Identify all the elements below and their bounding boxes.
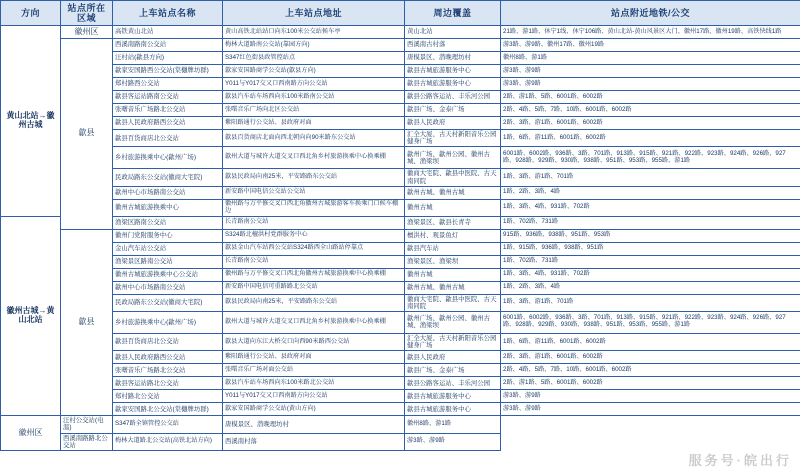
stop-address-cell: 紫阳路通行公交站、县政府对面 xyxy=(223,351,405,364)
nearby-transit-cell: 1路、702路、731路 xyxy=(501,255,800,268)
nearby-transit-cell: 游3路、游9路、徽州17路、徽州19路 xyxy=(501,39,800,52)
stop-name-cell: 歙家安国路北公交站(棠樾牌坊群) xyxy=(113,403,223,416)
table-row xyxy=(1,364,800,377)
table-row xyxy=(1,39,800,52)
nearby-transit-cell: 6001路、6002路、936路、3路、701路、913路、915路、921路、922路、923路、924路、926路、927路、928路、929路、930路、938路、951路、953路、955路、游1路 xyxy=(501,147,800,169)
table-row xyxy=(1,333,800,350)
around-coverage-cell: 徽商大宅院、歙县中医院、古天南同院 xyxy=(405,294,501,311)
table-row xyxy=(1,91,800,104)
stop-address-cell: 歙家安国路商学公交站(黄山方向) xyxy=(223,403,405,416)
nearby-transit-cell: 21路、游1路、休宁1线、休宁106路、黄山北站-黄山风景区大门、徽州17路、徽州19路、高铁快线1路 xyxy=(501,26,800,39)
nearby-transit-cell: 915路、936路、938路、951路、953路 xyxy=(501,229,800,242)
stop-address-cell: 新安路中国电信公交站公交站 xyxy=(223,186,405,199)
stop-address-cell: 歙县大道向东江大桥交口向西90米路西公交站 xyxy=(223,333,405,350)
nearby-transit-cell: 2路、3路、游1路、6001路、6002路 xyxy=(501,117,800,130)
table-row xyxy=(1,229,800,242)
stop-name-cell: 歙县百货商店北公交站 xyxy=(113,130,223,147)
table-row xyxy=(1,130,800,147)
stop-address-cell: 长青路南公交站 xyxy=(223,255,405,268)
nearby-transit-cell: 游3路、游9路 xyxy=(501,403,800,416)
nearby-transit-cell: 游3路、游9路 xyxy=(501,65,800,78)
area-cell: 歙县 xyxy=(61,39,113,230)
around-coverage-cell: 歙县古城旅游服务中心 xyxy=(405,65,501,78)
around-coverage-cell: 歙县人民政府 xyxy=(405,117,501,130)
stop-name-cell: 乡村旅游换乘中心(歙州广场) xyxy=(113,311,223,333)
stop-address-cell: 歙州大道与城许大道交叉口西北角乡村旅游换乘中心换乘棚 xyxy=(223,311,405,333)
stop-name-cell: 徽州古城旅游换乘中心 xyxy=(113,199,223,216)
around-coverage-cell: 歙县广场、金泰广场 xyxy=(405,104,501,117)
area-cell: 歙县 xyxy=(61,229,113,416)
nearby-transit-cell: 1路、3路、4路、931路、702路 xyxy=(501,268,800,281)
around-coverage-cell: 歙县古城旅游服务中心 xyxy=(405,78,501,91)
stop-address-cell: 歙州大道与城许大道交叉口西北角乡村旅游换乘中心换乘棚 xyxy=(223,147,405,169)
stop-name-cell: 汪村公交站(电温) xyxy=(61,416,113,433)
stop-address-cell: 紫阳路通行公交站、县政府对面 xyxy=(223,117,405,130)
nearby-transit-cell: 1路、2路、3路、4路 xyxy=(501,186,800,199)
table-row xyxy=(1,104,800,117)
stop-address-cell: 徽州路与万平修交叉口西北角徽州古城旅游客车换乘门口候车棚边 xyxy=(223,199,405,216)
nearby-transit-cell: 2路、4路、5路、7路、10路、6001路、6002路 xyxy=(501,104,800,117)
table-row xyxy=(1,294,800,311)
header-area: 站点所在区域 xyxy=(61,1,113,26)
stop-address-cell: 黄山高铁北站站口向东100米公交站候车亭 xyxy=(223,26,405,39)
nearby-transit-cell: 1路、3路、游1路、701路 xyxy=(501,294,800,311)
stop-address-cell: 张曙音乐广场向北区公交站 xyxy=(223,104,405,117)
around-coverage-cell: 渔梁景区、歙县长青寺 xyxy=(405,216,501,229)
table-row xyxy=(1,26,800,39)
stop-name-cell: 歙州中心市场路南公交站 xyxy=(113,281,223,294)
nearby-transit-cell: 1路、6路、游11路、6001路、6002路 xyxy=(501,130,800,147)
around-coverage-cell: 歙县古城旅游服务中心 xyxy=(405,390,501,403)
nearby-transit-cell: 1路、3路、游1路、701路 xyxy=(501,169,800,186)
table-body xyxy=(1,26,800,451)
nearby-transit-cell: 徽州8路、游1路 xyxy=(405,416,501,433)
stop-address-cell: 长青路南公交站 xyxy=(223,216,405,229)
stop-name-cell: 歙县客运站路南公交站 xyxy=(113,91,223,104)
stop-name-cell: 高铁黄山北站 xyxy=(113,26,223,39)
stop-name-cell: 渔梁景区路南公交站 xyxy=(113,255,223,268)
watermark: 服务号·皖出行 xyxy=(688,453,792,468)
table-row xyxy=(1,281,800,294)
table-row xyxy=(1,255,800,268)
stop-address-cell: 梅林大道路南公交站(靠园方向) xyxy=(223,39,405,52)
around-coverage-cell: 西溪南古村落 xyxy=(405,39,501,52)
around-coverage-cell: 唐模景区、潜晚理坊村 xyxy=(405,52,501,65)
nearby-transit-cell: 游3路、游9路 xyxy=(501,78,800,91)
header-around: 周边覆盖 xyxy=(405,1,501,26)
table-row xyxy=(1,377,800,390)
table-row xyxy=(1,390,800,403)
table-row xyxy=(1,403,800,416)
table-row xyxy=(1,351,800,364)
stop-address-cell: 歙县民政局向南25米，平安路路东公交站 xyxy=(223,169,405,186)
stop-address-cell: 歙县民政局向南25米，平安路路东公交站 xyxy=(223,294,405,311)
stop-name-cell: 歙县人民政府路西公交站 xyxy=(113,351,223,364)
around-coverage-cell: 歙县古城旅游服务中心 xyxy=(405,403,501,416)
nearby-transit-cell: 2路、3路、游1路、6001路、6002路 xyxy=(501,351,800,364)
stop-address-cell: 新安路中国电信可重路路北公交站 xyxy=(223,281,405,294)
stop-name-cell: 徽州古城旅游换乘中心公交站 xyxy=(113,268,223,281)
stop-name-cell: 张曙音乐广场路北公交站 xyxy=(113,104,223,117)
table-row xyxy=(1,216,800,229)
nearby-transit-cell: 游3路、游9路 xyxy=(501,390,800,403)
nearby-transit-cell: 6001路、6002路、936路、3路、701路、913路、915路、921路、922路、923路、924路、926路、927路、928路、929路、930路、938路、951路、953路、955路、游1路 xyxy=(501,311,800,333)
stop-name-cell: 郑村路西公交站 xyxy=(113,78,223,91)
stop-address-cell: Y011与Y017交又口西南路方向公交站 xyxy=(223,390,405,403)
header-stop-name: 上车站点名称 xyxy=(113,1,223,26)
area-cell: 徽州区 xyxy=(1,416,61,451)
stop-address-cell: 歙县百货商店北面向西北朝向向90米路东公交站 xyxy=(223,130,405,147)
stop-name-cell: 歙州中心市场路南公交站 xyxy=(113,186,223,199)
nearby-transit-cell: 2路、游1路、5路、6001路、6002路 xyxy=(501,91,800,104)
table-row xyxy=(1,311,800,333)
stop-address-cell: 歙县汽车站车场西向东100米路南公交站 xyxy=(223,91,405,104)
around-coverage-cell: 徽商大宅院、歙县中医院、古天南同院 xyxy=(405,169,501,186)
around-coverage-cell: 歙县人民政府 xyxy=(405,351,501,364)
stop-address-cell: 梅林大道路北公交站(高铁北站方向) xyxy=(113,433,223,450)
around-coverage-cell: 歙州广场、歙州公园、徽州古城、渔梁坝 xyxy=(405,147,501,169)
stop-name-cell: 西溪南路南公交站 xyxy=(113,39,223,52)
stop-name-cell: 民政局路东公交站(徽商大宅院) xyxy=(113,294,223,311)
around-coverage-cell: 歙州广场、歙州公园、徽州古城、渔梁坝 xyxy=(405,311,501,333)
around-coverage-cell: 歙县公路客运站、丰乐河公园 xyxy=(405,91,501,104)
nearby-transit-cell: 1路、3路、4路、931路、702路 xyxy=(501,199,800,216)
table-row xyxy=(1,186,800,199)
stop-name-cell: 郑村路北公交站 xyxy=(113,390,223,403)
around-coverage-cell: 檀洪村、观景鱼灯 xyxy=(405,229,501,242)
table-row xyxy=(1,147,800,169)
stop-address-cell: 歙县汽车站车场西向东100米路北公交站 xyxy=(223,377,405,390)
stop-name-cell: 张曙音乐广场路北公交站 xyxy=(113,364,223,377)
table-row xyxy=(1,52,800,65)
around-coverage-cell: 汇全大厦、古天村新阳音乐公园健身广场 xyxy=(405,130,501,147)
around-coverage-cell: 黄山北站 xyxy=(405,26,501,39)
nearby-transit-cell: 游3路、游9路 xyxy=(405,433,501,450)
nearby-transit-cell: 2路、游1路、5路、6001路、6002路 xyxy=(501,377,800,390)
stop-name-cell: 乡村旅游换乘中心(歙州广场) xyxy=(113,147,223,169)
nearby-transit-cell: 徽州8路、游1路 xyxy=(501,52,800,65)
table-row xyxy=(1,268,800,281)
stop-name-cell: 歙县百货商店北公交站 xyxy=(113,333,223,350)
table-row xyxy=(1,169,800,186)
nearby-transit-cell: 1路、702路、731路 xyxy=(501,216,800,229)
around-coverage-cell: 徽州古城 xyxy=(405,199,501,216)
stop-address-cell: 歙家安国路商学公交站(歙县方向) xyxy=(223,65,405,78)
around-coverage-cell: 西溪南村落 xyxy=(223,433,405,450)
table-row xyxy=(1,117,800,130)
nearby-transit-cell: 2路、4路、5路、7路、10路、6001路、6002路 xyxy=(501,364,800,377)
table-row xyxy=(1,242,800,255)
table-row xyxy=(1,199,800,216)
stop-name-cell: 金山汽车站公交站 xyxy=(113,242,223,255)
around-coverage-cell: 歙县公路客运站、丰乐河公园 xyxy=(405,377,501,390)
stop-name-cell: 民政局路东公交站(徽商大宅院) xyxy=(113,169,223,186)
stop-address-cell: 徽州路与万平修交叉口西北角徽州古城旅游换乘中心换乘棚 xyxy=(223,268,405,281)
header-nearby-transit: 站点附近地铁/公交 xyxy=(501,1,800,26)
stop-address-cell: S347红色街县政管控站点 xyxy=(223,52,405,65)
nearby-transit-cell: 1路、2路、3路、4路 xyxy=(501,281,800,294)
stop-name-cell: 徽州门党附服务中心 xyxy=(113,229,223,242)
stop-name-cell: 汪村站(歙县方向) xyxy=(113,52,223,65)
header-direction: 方向 xyxy=(1,1,61,26)
around-coverage-cell: 歙县汽车站 xyxy=(405,242,501,255)
stop-address-cell: 歙县金山汽车站西公交站S324路西全山路站停靠点 xyxy=(223,242,405,255)
direction-cell: 徽州古城→黄山北站 xyxy=(1,216,61,416)
area-cell: 徽州区 xyxy=(61,26,113,39)
around-coverage-cell: 歙县广场、金泰广场 xyxy=(405,364,501,377)
table-row xyxy=(1,65,800,78)
stop-name-cell: 渔梁区路南公交站 xyxy=(113,216,223,229)
around-coverage-cell: 唐模景区、潜晚理坊村 xyxy=(223,416,405,433)
table-header-row xyxy=(1,1,800,26)
nearby-transit-cell: 1路、6路、游11路、6001路、6002路 xyxy=(501,333,800,350)
header-stop-address: 上车站点地址 xyxy=(223,1,405,26)
table-row xyxy=(1,433,800,450)
stop-name-cell: 歙县人民政府路西公交站 xyxy=(113,117,223,130)
stop-name-cell: 歙家安国路西公交站(棠樾牌坊群) xyxy=(113,65,223,78)
table-row xyxy=(1,78,800,91)
around-coverage-cell: 徽州古城 xyxy=(405,268,501,281)
nearby-transit-cell: 1路、915路、936路、938路、951路 xyxy=(501,242,800,255)
stop-address-cell: S347路全镇管控公交站 xyxy=(113,416,223,433)
around-coverage-cell: 歙州古城、徽州古城 xyxy=(405,186,501,199)
stop-address-cell: 张曙音乐广场对面公交站 xyxy=(223,364,405,377)
stop-name-cell: 西溪南路路北公交站 xyxy=(61,433,113,450)
stop-address-cell: S324路北檀洪村党群服务中心 xyxy=(223,229,405,242)
around-coverage-cell: 渔梁景区、渔梁坝 xyxy=(405,255,501,268)
stop-name-cell: 歙县客运站路北公交站 xyxy=(113,377,223,390)
stop-address-cell: Y011与Y017交又口西南路方向公交站 xyxy=(223,78,405,91)
around-coverage-cell: 汇全大厦、古天村新阳音乐公园健身广场 xyxy=(405,333,501,350)
table-row xyxy=(1,416,800,433)
around-coverage-cell: 歙州古城、徽州古城 xyxy=(405,281,501,294)
direction-cell: 黄山北站→徽州古城 xyxy=(1,26,61,217)
